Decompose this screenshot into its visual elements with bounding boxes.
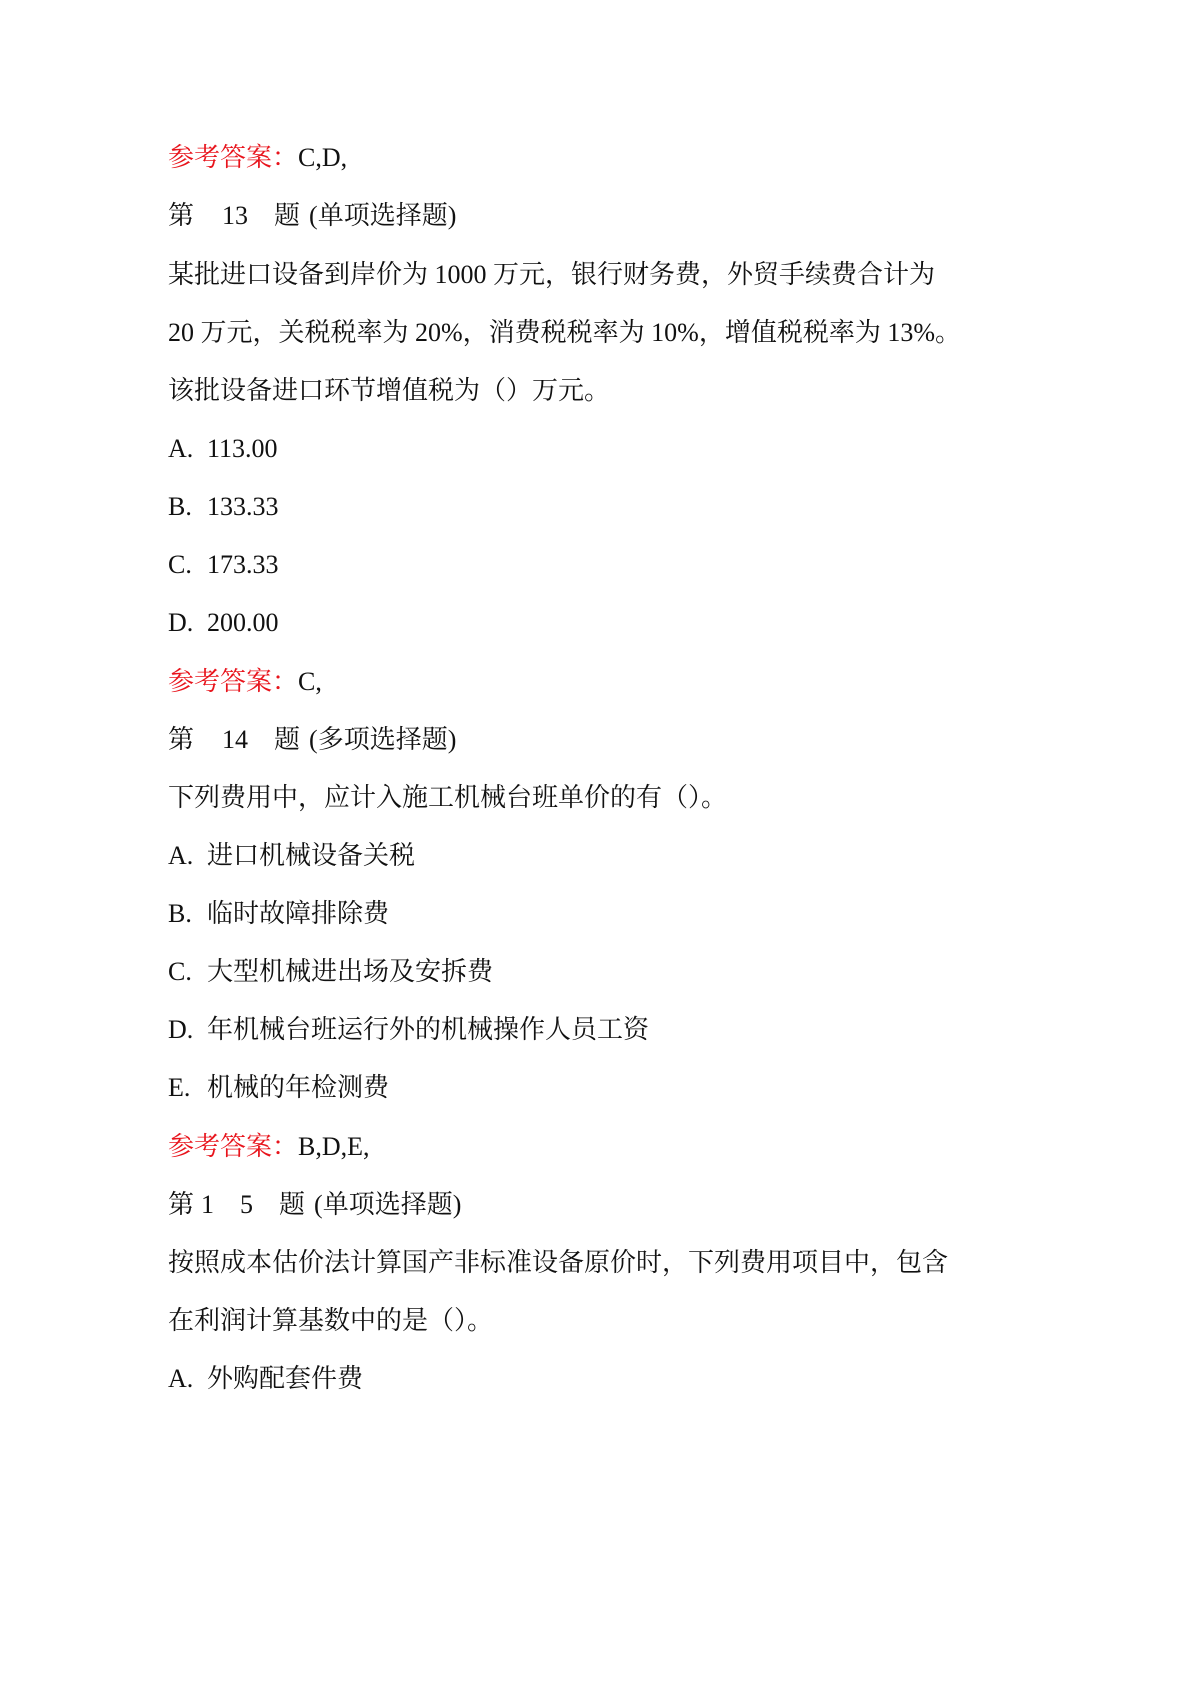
question-13-answer	[168, 667, 322, 697]
heading-suffix: 题	[279, 1190, 306, 1219]
question-13-stem-line-3: 该批设备进口环节增值税为（）万元。	[168, 376, 611, 405]
option-text: 173.33	[207, 550, 279, 579]
question-14-option-d	[168, 1015, 649, 1045]
question-13-option-c	[168, 550, 279, 580]
answer-value: C,D,	[298, 143, 348, 172]
option-text: 大型机械进出场及安拆费	[207, 957, 494, 986]
question-13-heading	[168, 201, 456, 231]
question-15-option-a	[168, 1364, 363, 1394]
option-text: 200.00	[207, 608, 279, 637]
option-letter: D.	[168, 1015, 194, 1044]
option-letter: A.	[168, 434, 194, 463]
heading-prefix: 第	[168, 725, 195, 754]
option-letter: D.	[168, 608, 194, 637]
heading-suffix: 题	[274, 201, 301, 230]
question-14-option-e	[168, 1073, 389, 1103]
question-number: 14	[222, 725, 249, 754]
option-text: 机械的年检测费	[207, 1073, 390, 1102]
question-14-option-a	[168, 841, 415, 871]
option-letter: C.	[168, 550, 192, 579]
question-14-answer	[168, 1132, 370, 1162]
option-text: 临时故障排除费	[207, 899, 390, 928]
question-14-stem-line-1: 下列费用中，应计入施工机械台班单价的有（）。	[168, 783, 728, 812]
answer-value: C,	[298, 667, 322, 696]
answer-line	[168, 143, 347, 173]
heading-prefix: 第	[168, 1190, 195, 1219]
question-type: (单项选择题)	[309, 201, 457, 230]
option-letter: C.	[168, 957, 192, 986]
option-letter: B.	[168, 492, 192, 521]
option-text: 进口机械设备关税	[207, 841, 416, 870]
question-type: (多项选择题)	[309, 725, 457, 754]
option-letter: A.	[168, 841, 194, 870]
question-15-stem-line-2: 在利润计算基数中的是（）。	[168, 1306, 494, 1335]
option-letter: E.	[168, 1073, 191, 1102]
question-number: 1 5	[201, 1190, 254, 1219]
question-number: 13	[222, 201, 249, 230]
question-14-heading	[168, 725, 456, 755]
question-13-option-b	[168, 492, 279, 522]
option-letter: A.	[168, 1364, 194, 1393]
answer-label: 参考答案：	[168, 667, 299, 696]
option-letter: B.	[168, 899, 192, 928]
question-15-heading	[168, 1190, 461, 1220]
answer-label: 参考答案：	[168, 1132, 299, 1161]
answer-label: 参考答案：	[168, 143, 299, 172]
question-14-option-b	[168, 899, 389, 929]
question-13-option-d	[168, 608, 279, 638]
heading-prefix: 第	[168, 201, 195, 230]
question-14-option-c	[168, 957, 493, 987]
option-text: 外购配套件费	[207, 1364, 364, 1393]
option-text: 133.33	[207, 492, 279, 521]
option-text: 113.00	[207, 434, 278, 463]
question-15-stem-line-1: 按照成本估价法计算国产非标准设备原价时，下列费用项目中，包含	[168, 1248, 949, 1277]
question-13-option-a	[168, 434, 278, 464]
question-type: (单项选择题)	[314, 1190, 462, 1219]
heading-suffix: 题	[274, 725, 301, 754]
option-text: 年机械台班运行外的机械操作人员工资	[207, 1015, 650, 1044]
question-13-stem-line-1: 某批进口设备到岸价为 1000 万元，银行财务费，外贸手续费合计为	[168, 260, 936, 289]
question-13-stem-line-2: 20 万元，关税税率为 20%，消费税税率为 10%，增值税税率为 13%。	[168, 318, 961, 347]
answer-value: B,D,E,	[298, 1132, 370, 1161]
